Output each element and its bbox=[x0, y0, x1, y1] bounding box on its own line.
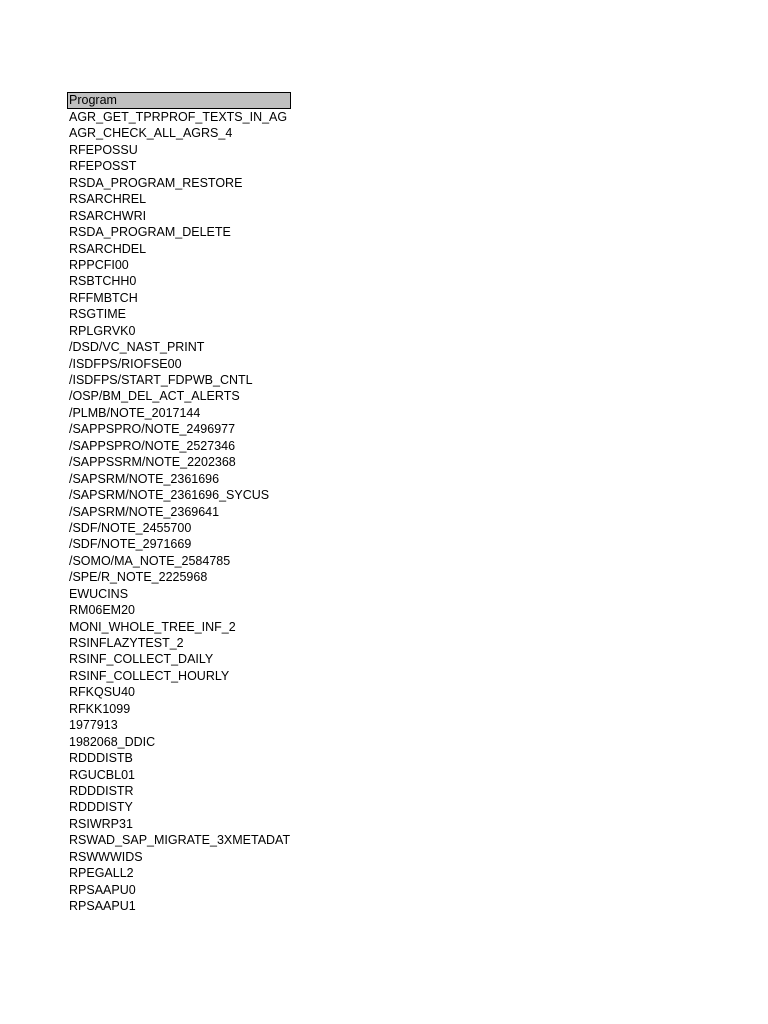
table-row[interactable]: RSWWWIDS bbox=[69, 849, 143, 864]
table-row[interactable]: RSARCHREL bbox=[69, 192, 147, 207]
table-row[interactable]: RFEPOSST bbox=[69, 159, 137, 174]
table-row[interactable]: RSIWRP31 bbox=[69, 816, 133, 831]
table-row[interactable]: /PLMB/NOTE_2017144 bbox=[69, 405, 201, 420]
table-row[interactable]: RDDDISTR bbox=[69, 783, 134, 798]
table-row[interactable]: RPLGRVK0 bbox=[69, 323, 136, 338]
table-row[interactable]: /DSD/VC_NAST_PRINT bbox=[69, 340, 205, 355]
table-row[interactable]: AGR_GET_TPRPROF_TEXTS_IN_AG bbox=[69, 110, 288, 124]
table-row[interactable]: /SOMO/MA_NOTE_2584785 bbox=[69, 553, 231, 568]
table-row[interactable]: RSDA_PROGRAM_DELETE bbox=[69, 225, 231, 240]
table-row[interactable]: /SPE/R_NOTE_2225968 bbox=[69, 570, 208, 585]
table-row[interactable]: RSARCHDEL bbox=[69, 241, 147, 256]
table-row[interactable]: RFEPOSSU bbox=[69, 142, 138, 157]
table-row[interactable]: RM06EM20 bbox=[69, 603, 135, 618]
table-row[interactable]: MONI_WHOLE_TREE_INF_2 bbox=[69, 619, 236, 634]
table-row[interactable]: /SAPSRM/NOTE_2361696_SYCUS bbox=[69, 488, 270, 503]
table-row[interactable]: RSINFLAZYTEST_2 bbox=[69, 636, 184, 650]
table-row[interactable]: 1977913 bbox=[69, 718, 118, 733]
table-row[interactable]: RDDDISTY bbox=[69, 800, 133, 815]
table-row[interactable]: RPSAAPU1 bbox=[69, 899, 136, 913]
table-row[interactable]: /SAPPSSRM/NOTE_2202368 bbox=[69, 455, 236, 470]
program-table bbox=[67, 92, 291, 914]
table-row[interactable]: RPPCFI00 bbox=[69, 257, 129, 272]
table-row[interactable]: RSARCHWRI bbox=[69, 208, 147, 223]
table-row[interactable]: RSBTCHH0 bbox=[69, 274, 137, 289]
table-row[interactable]: /SAPPSPRO/NOTE_2496977 bbox=[69, 422, 236, 437]
table-row[interactable]: RFFMBTCH bbox=[69, 290, 138, 305]
table-row[interactable]: RSWAD_SAP_MIGRATE_3XMETADAT bbox=[69, 833, 291, 848]
table-row[interactable]: RSINF_COLLECT_DAILY bbox=[69, 652, 214, 667]
table-row[interactable]: /SDF/NOTE_2971669 bbox=[69, 537, 192, 552]
table-row[interactable]: /SDF/NOTE_2455700 bbox=[69, 520, 192, 535]
table-row[interactable]: RFKQSU40 bbox=[69, 685, 135, 700]
table-row[interactable]: RSGTIME bbox=[69, 307, 126, 322]
table-row[interactable]: EWUCINS bbox=[69, 586, 129, 601]
table-row[interactable]: RGUCBL01 bbox=[69, 767, 135, 782]
table-row[interactable]: RDDDISTB bbox=[69, 751, 133, 766]
table-row[interactable]: /OSP/BM_DEL_ACT_ALERTS bbox=[69, 389, 240, 404]
table-row[interactable]: RFKK1099 bbox=[69, 701, 131, 716]
program-list bbox=[67, 109, 291, 914]
table-row[interactable]: AGR_CHECK_ALL_AGRS_4 bbox=[69, 126, 233, 141]
column-header-program[interactable]: Program bbox=[67, 92, 291, 109]
table-row[interactable]: RPEGALL2 bbox=[69, 866, 134, 881]
table-row[interactable]: /SAPPSPRO/NOTE_2527346 bbox=[69, 438, 236, 453]
table-row[interactable]: 1982068_DDIC bbox=[69, 734, 156, 749]
table-row[interactable]: /SAPSRM/NOTE_2361696 bbox=[69, 471, 220, 486]
table-row[interactable]: RSINF_COLLECT_HOURLY bbox=[69, 668, 230, 683]
table-row[interactable]: /SAPSRM/NOTE_2369641 bbox=[69, 504, 220, 519]
table-row[interactable]: RPSAAPU0 bbox=[69, 882, 136, 897]
table-row[interactable]: RSDA_PROGRAM_RESTORE bbox=[69, 175, 243, 190]
table-row[interactable]: /ISDFPS/RIOFSE00 bbox=[69, 356, 182, 371]
table-row[interactable]: /ISDFPS/START_FDPWB_CNTL bbox=[69, 373, 253, 387]
